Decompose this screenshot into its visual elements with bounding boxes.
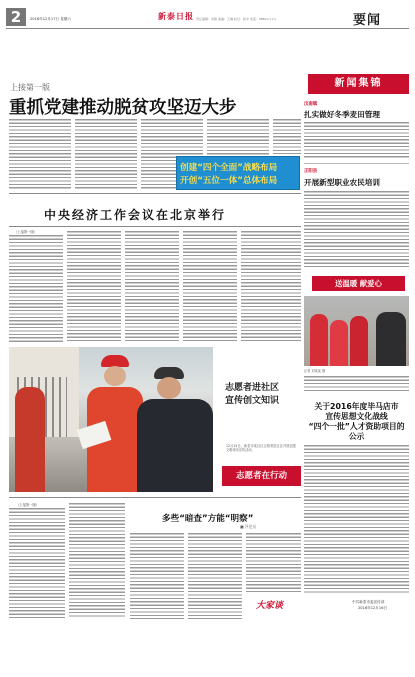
volunteer-tag: 志愿者在行动 xyxy=(235,471,287,481)
notice-title-1: 关于2016年度毕马店市 xyxy=(314,402,399,411)
left-volunteer xyxy=(15,387,45,492)
notice-title-2: 宣传思想文化战线 xyxy=(325,412,388,421)
love-body xyxy=(304,375,409,391)
resident-coat xyxy=(137,399,213,492)
commentary-headline: 多些“暗查”方能“明察” xyxy=(162,514,254,524)
commentary-col-3 xyxy=(246,532,301,592)
notice-title-3: “四个一批”人才资助项目的 xyxy=(308,422,405,431)
section-name: 要闻 xyxy=(353,13,382,28)
item1-body xyxy=(304,121,409,159)
lead-bottom-rule xyxy=(9,193,301,194)
editor-line: 责任编辑：李敏 美编：王琳 校对：杨中 电话：9880×××× xyxy=(196,17,277,21)
notice-body xyxy=(304,444,409,594)
lead-body-col-1 xyxy=(9,118,71,190)
date-line: 2016年12月17日 星期六 xyxy=(30,17,71,21)
love-title: 送温暖 献爱心 xyxy=(335,279,382,288)
masthead-rule xyxy=(6,28,409,29)
girl-3 xyxy=(350,316,368,366)
economic-rule xyxy=(9,226,301,227)
man-coat xyxy=(376,312,406,366)
economic-col-3 xyxy=(125,230,179,342)
lead-body-col-2 xyxy=(75,118,137,190)
commentary-logo: 大家谈 xyxy=(256,601,284,611)
volunteer-caption: 12月15日，新泰市某社区志愿者进社区开展创建文明城市宣传活动。 xyxy=(226,444,296,453)
bottom-col-1 xyxy=(9,507,65,619)
economic-col-4 xyxy=(183,230,237,342)
economic-col-2 xyxy=(67,230,121,342)
commentary-byline: ■ 评论员 xyxy=(240,524,257,529)
economic-headline: 中央经济工作会议在北京举行 xyxy=(44,208,227,222)
bottom-col-2 xyxy=(69,502,125,619)
item1-source: 汶南镇 xyxy=(304,102,318,107)
girl-2 xyxy=(330,320,348,366)
slogan-line-2: 开创“五位一体”总体布局 xyxy=(180,176,278,186)
economic-col-5 xyxy=(241,230,301,342)
bottom-continued: （上接第一版） xyxy=(16,503,40,507)
center-volunteer-face xyxy=(104,366,126,386)
volunteer-photo xyxy=(9,347,213,492)
volunteer-title-1: 志愿者进社区 xyxy=(225,383,280,393)
commentary-col-1 xyxy=(130,532,184,619)
lead-body-col-5 xyxy=(273,118,301,154)
economic-col-1 xyxy=(9,234,63,342)
love-photo xyxy=(304,296,409,366)
item2-source: 正阳县 xyxy=(304,169,318,174)
volunteer-title-2: 宣传创文知识 xyxy=(225,396,280,406)
slogan-line-1: 创建“四个全面”战略布局 xyxy=(180,163,278,173)
commentary-col-2 xyxy=(188,532,242,619)
resident-face xyxy=(157,377,181,399)
notice-title-4: 公示 xyxy=(348,432,365,441)
economic-continued: （上接第一版） xyxy=(14,230,38,234)
bottom-rule xyxy=(9,497,301,498)
page-number: 2 xyxy=(10,8,22,26)
lead-headline: 重抓党建推动脱贫攻坚迈大步 xyxy=(9,98,237,118)
girl-1 xyxy=(310,314,328,366)
notice-date: 2016年12月16日 xyxy=(358,606,388,610)
sidebar-divider-1 xyxy=(304,163,409,164)
item1-title: 扎实做好冬季麦田管理 xyxy=(304,110,380,119)
lead-kicker: 上接第一版 xyxy=(10,83,50,92)
sidebar-title: 新闻集锦 xyxy=(334,78,383,89)
item2-title: 开展新型职业农民培训 xyxy=(304,178,380,187)
paper-logo: 新泰日报 xyxy=(158,11,194,21)
item2-body xyxy=(304,190,409,268)
notice-signature: 中共新泰市委宣传部 xyxy=(352,600,385,604)
love-photo-caption: 记者 刘某某 摄 xyxy=(304,369,326,373)
